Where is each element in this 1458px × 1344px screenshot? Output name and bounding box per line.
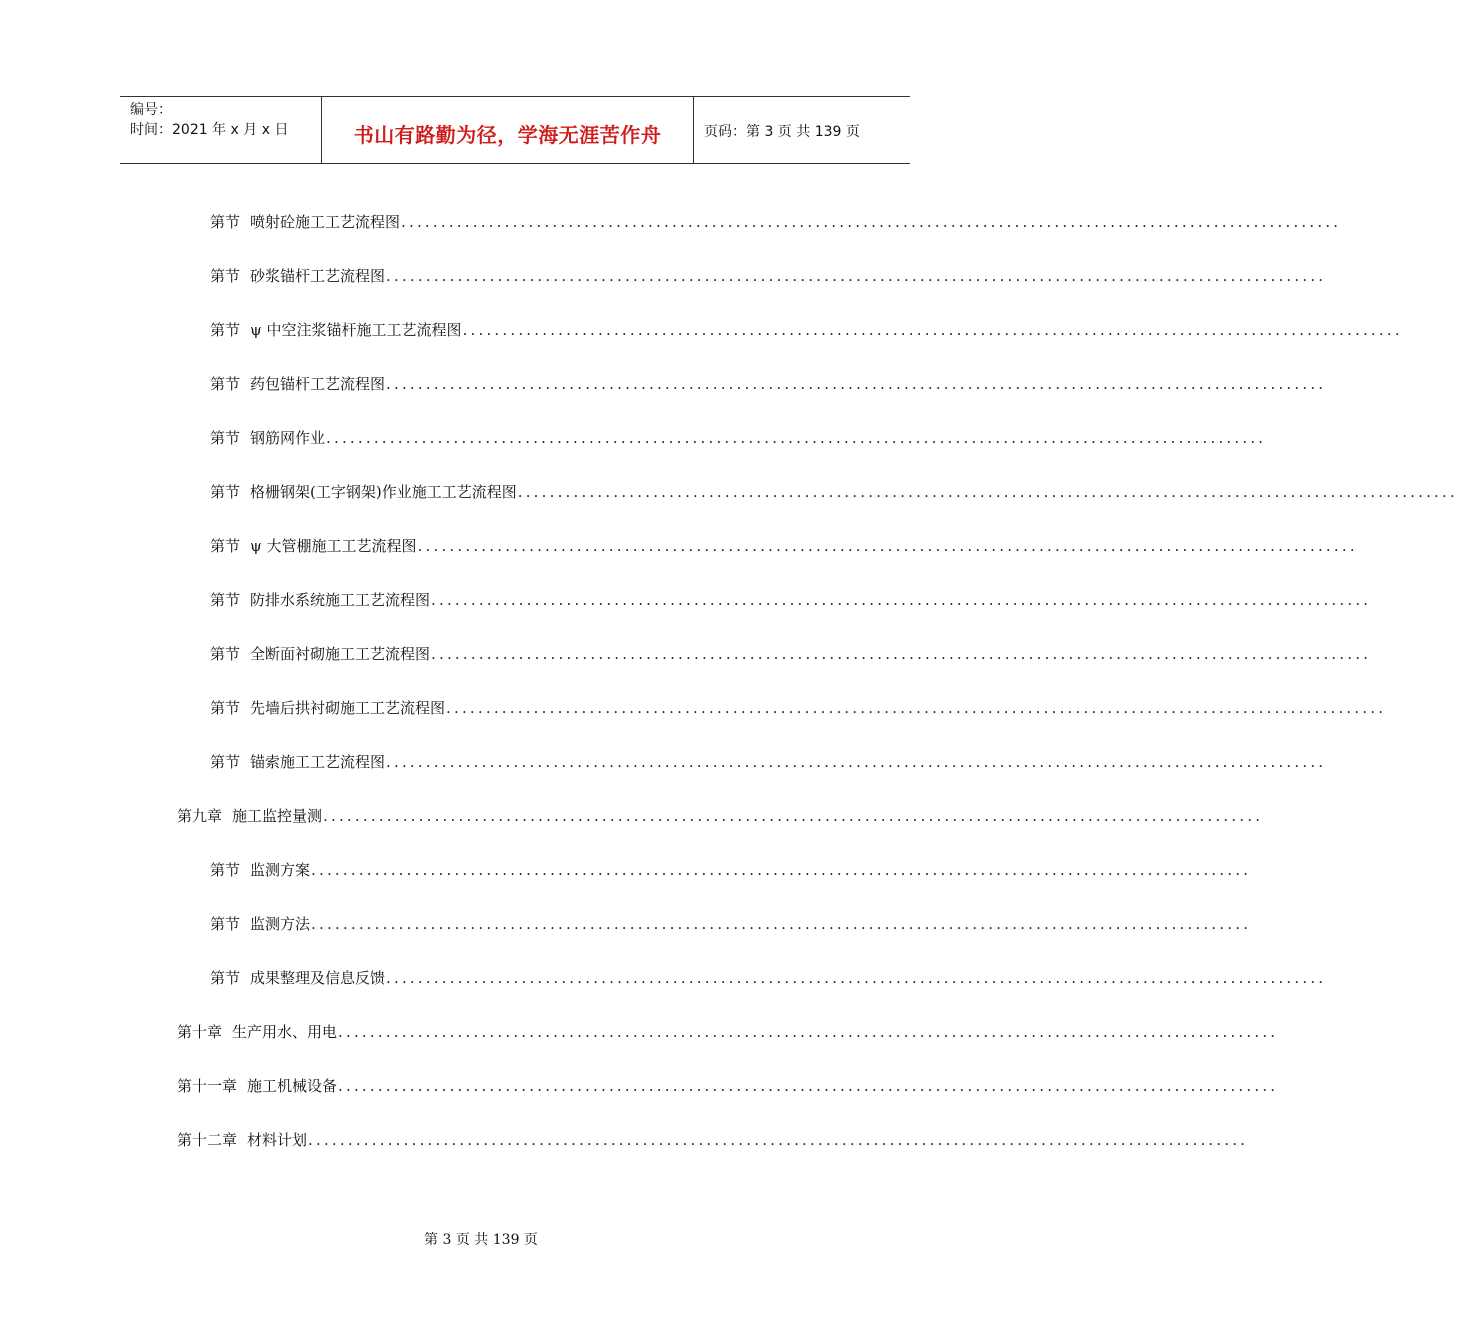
toc-entry-title: 锚索施工工艺流程图: [250, 753, 386, 771]
toc-entry-prefix: 第节: [210, 753, 241, 771]
toc-dot-leader: ......................................................................................................................: [386, 753, 1327, 771]
toc-entry-title: 先墙后拱衬砌施工工艺流程图: [250, 699, 446, 717]
toc-entry-section[interactable]: [210, 962, 1327, 988]
toc-entry-title: ψ 中空注浆锚杆施工工艺流程图: [250, 321, 462, 339]
toc-entry-prefix: 第节: [210, 645, 241, 663]
toc-entry-section[interactable]: [210, 530, 1358, 556]
toc-entry-section[interactable]: [210, 746, 1327, 772]
toc-entry-title: 生产用水、用电: [232, 1023, 338, 1041]
toc-entry-prefix: 第节: [210, 483, 241, 501]
toc-entry-section[interactable]: [210, 908, 1252, 934]
toc-entry-prefix: 第节: [210, 699, 241, 717]
toc-dot-leader: ......................................................................................................................: [323, 807, 1264, 825]
toc-entry-title: 施工机械设备: [247, 1077, 338, 1095]
toc-entry-prefix: 第十章: [177, 1023, 223, 1041]
toc-dot-leader: ......................................................................................................................: [386, 375, 1327, 393]
toc-entry-section[interactable]: [210, 206, 1342, 232]
toc-entry-prefix: 第节: [210, 213, 241, 231]
toc-dot-leader: ......................................................................................................................: [417, 537, 1358, 555]
toc-entry-prefix: 第节: [210, 915, 241, 933]
header-page-info: 页码：第 3 页 共 139 页: [704, 124, 860, 140]
toc-dot-leader: ......................................................................................................................: [446, 699, 1387, 717]
toc-dot-leader: ......................................................................................................................: [308, 1131, 1249, 1149]
toc-dot-leader: ......................................................................................................................: [326, 429, 1267, 447]
toc-entry-title: 喷射砼施工工艺流程图: [250, 213, 401, 231]
document-time-label: 时间：2021 年 x 月 x 日: [130, 122, 289, 138]
footer-page-number: 第 3 页 共 139 页: [424, 1232, 538, 1248]
header-page-cell: [694, 97, 910, 163]
toc-entry-title: 材料计划: [247, 1131, 308, 1149]
toc-dot-leader: ......................................................................................................................: [462, 321, 1403, 339]
header-meta-cell: [120, 97, 322, 163]
toc-dot-leader: ......................................................................................................................: [311, 861, 1252, 879]
toc-entry-title: 监测方案: [250, 861, 311, 879]
toc-entry-chapter[interactable]: [177, 1124, 1249, 1150]
toc-entry-title: 钢筋网作业: [250, 429, 326, 447]
page-footer: [0, 1229, 950, 1249]
toc-entry-title: 监测方法: [250, 915, 311, 933]
toc-entry-prefix: 第节: [210, 537, 241, 555]
toc-entry-title: 防排水系统施工工艺流程图: [250, 591, 431, 609]
toc-entry-section[interactable]: [210, 854, 1252, 880]
toc-entry-prefix: 第节: [210, 861, 241, 879]
toc-dot-leader: ......................................................................................................................: [401, 213, 1342, 231]
toc-entry-prefix: 第节: [210, 429, 241, 447]
toc-entry-title: 格栅钢架(工字钢架)作业施工工艺流程图: [250, 483, 517, 501]
toc-entry-prefix: 第节: [210, 267, 241, 285]
toc-dot-leader: ......................................................................................................................: [386, 969, 1327, 987]
toc-entry-section[interactable]: [210, 368, 1327, 394]
toc-entry-title: 药包锚杆工艺流程图: [250, 375, 386, 393]
toc-dot-leader: ......................................................................................................................: [517, 483, 1458, 501]
header-motto-cell: [322, 97, 694, 163]
toc-entry-section[interactable]: [210, 692, 1387, 718]
toc-entry-title: 成果整理及信息反馈: [250, 969, 386, 987]
toc-entry-section[interactable]: [210, 422, 1267, 448]
toc-entry-title: 施工监控量测: [232, 807, 323, 825]
toc-entry-chapter[interactable]: [177, 1016, 1279, 1042]
toc-dot-leader: ......................................................................................................................: [311, 915, 1252, 933]
toc-entry-prefix: 第十一章: [177, 1077, 238, 1095]
document-number-label: 编号：: [130, 102, 172, 118]
page-header: [120, 96, 910, 164]
header-motto: 书山有路勤为径，学海无涯苦作舟: [353, 123, 662, 147]
toc-entry-section[interactable]: [210, 260, 1327, 286]
toc-entry-prefix: 第节: [210, 375, 241, 393]
toc-dot-leader: ......................................................................................................................: [431, 591, 1372, 609]
toc-entry-chapter[interactable]: [177, 800, 1264, 826]
toc-entry-prefix: 第节: [210, 321, 241, 339]
toc-entry-section[interactable]: [210, 638, 1372, 664]
toc-dot-leader: ......................................................................................................................: [386, 267, 1327, 285]
toc-entry-section[interactable]: [210, 584, 1372, 610]
toc-entry-title: 砂浆锚杆工艺流程图: [250, 267, 386, 285]
toc-entry-prefix: 第十二章: [177, 1131, 238, 1149]
toc-dot-leader: ......................................................................................................................: [338, 1077, 1279, 1095]
toc-entry-section[interactable]: [210, 476, 1458, 502]
toc-dot-leader: ......................................................................................................................: [338, 1023, 1279, 1041]
toc-entry-prefix: 第节: [210, 969, 241, 987]
toc-entry-title: 全断面衬砌施工工艺流程图: [250, 645, 431, 663]
toc-entry-prefix: 第节: [210, 591, 241, 609]
toc-entry-prefix: 第九章: [177, 807, 223, 825]
toc-entry-chapter[interactable]: [177, 1070, 1279, 1096]
toc-entry-title: ψ 大管棚施工工艺流程图: [250, 537, 417, 555]
toc-entry-section[interactable]: [210, 314, 1403, 340]
toc-dot-leader: ......................................................................................................................: [431, 645, 1372, 663]
